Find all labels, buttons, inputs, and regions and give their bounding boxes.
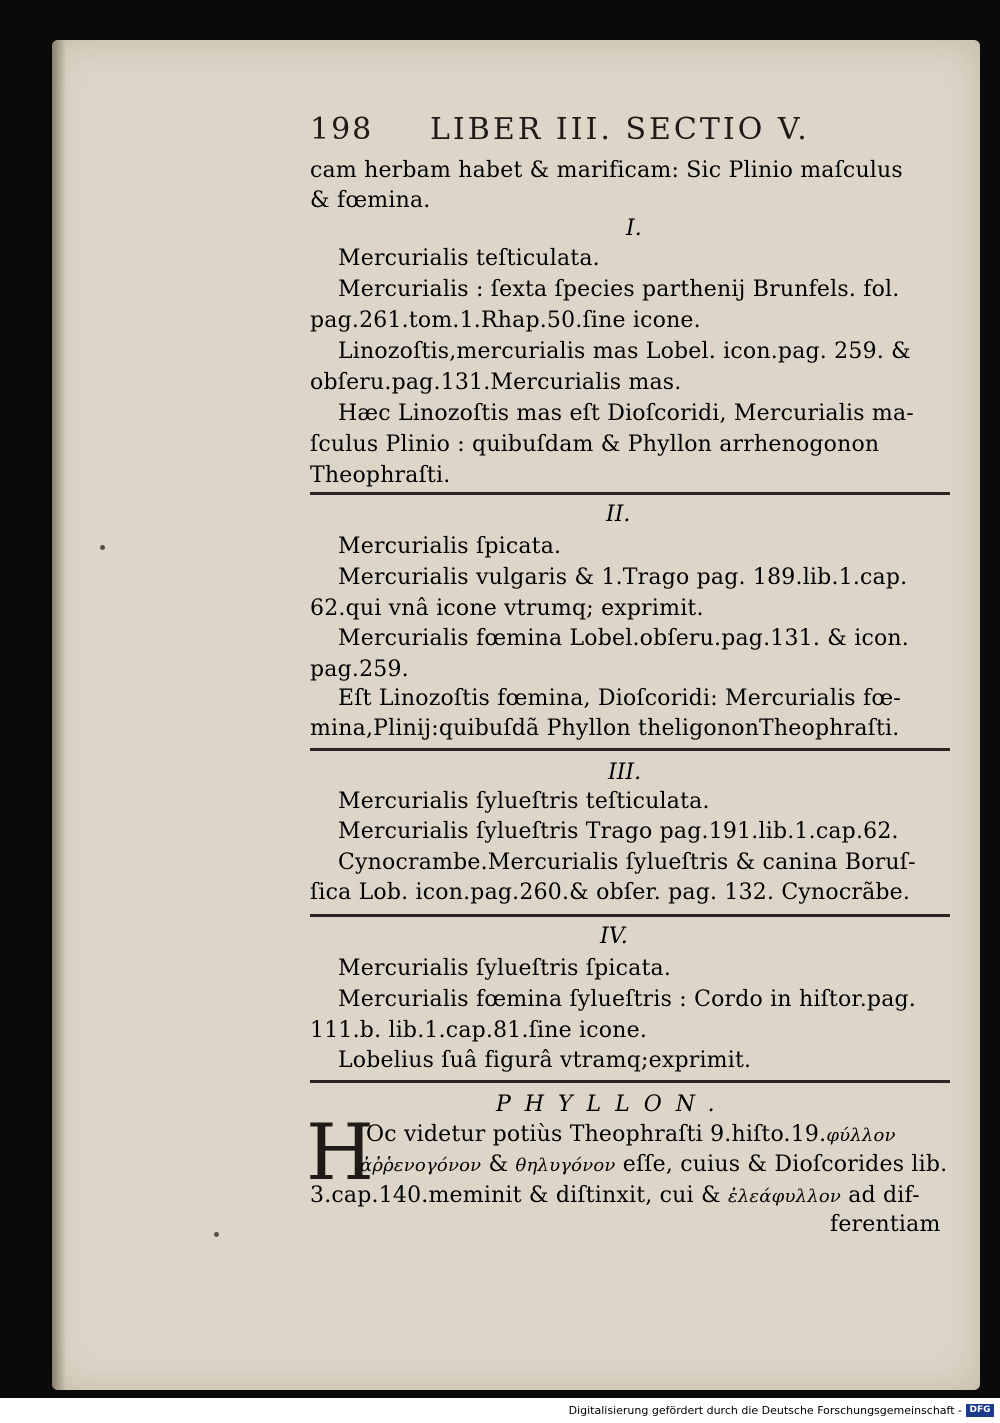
phyllon-line-3 xyxy=(310,1183,920,1208)
section-number: IV. xyxy=(600,924,628,949)
text-line: 62.qui vnâ icone vtrumq; exprimit. xyxy=(310,596,704,621)
section-rule xyxy=(310,1080,950,1083)
section-number: II. xyxy=(606,502,631,527)
text-line: & fœmina. xyxy=(310,188,431,213)
phyllon-line-1 xyxy=(366,1122,896,1147)
phyllon-line-3-text: 3.cap.140.meminit & diſtinxit, cui & xyxy=(310,1183,728,1208)
phyllon-title: PHYLLON. xyxy=(496,1092,729,1117)
footer-credit: Digitalisierung gefördert durch die Deutsche Forschungsgemeinschaft - xyxy=(0,1398,1000,1423)
section-number: III. xyxy=(608,760,642,785)
phyllon-line-1-text: Oc videtur potiùs Theophraſti 9.hiſto.19. xyxy=(366,1122,827,1147)
text-line: 111.b. lib.1.cap.81.ſine icone. xyxy=(310,1018,648,1043)
text-line: Mercurialis : ſexta ſpecies parthenij Brunfels. fol. xyxy=(338,277,900,302)
text-line: Mercurialis ſylueſtris ſpicata. xyxy=(338,956,672,981)
text-line: Mercurialis vulgaris & 1.Trago pag. 189.lib.1.cap. xyxy=(338,565,908,590)
running-head: LIBER III. SECTIO V. xyxy=(430,112,810,147)
text-line: ſica Lob. icon.pag.260.& obſer. pag. 132. Cynocrãbe. xyxy=(310,880,911,905)
phyllon-line-2-text: eſſe, cuius & Dioſcorides lib. xyxy=(615,1152,948,1177)
text-line: Mercurialis ſylueſtris teſticulata. xyxy=(338,789,710,814)
page-header xyxy=(310,112,950,147)
greek-word: φύλλον xyxy=(826,1125,896,1146)
paper-speck xyxy=(214,1232,219,1237)
text-line: cam herbam habet & marificam: Sic Plinio maſculus xyxy=(310,158,903,183)
text-line: Linozoſtis,mercurialis mas Lobel. icon.pag. 259. & xyxy=(338,339,911,364)
greek-word: ἀῤῥενογόνον xyxy=(360,1155,482,1176)
greek-word: ἐλεάφυλλον xyxy=(727,1186,841,1207)
section-rule xyxy=(310,914,950,917)
text-line: pag.261.tom.1.Rhap.50.ſine icone. xyxy=(310,308,701,333)
page-spine-shadow xyxy=(52,40,66,1390)
phyllon-line-3-rest: ad dif- xyxy=(841,1183,920,1208)
text-line: mina,Plinij:quibuſdã Phyllon theligononTheophraſti. xyxy=(310,716,900,741)
text-line: Theophraſti. xyxy=(310,463,451,488)
text-line: Lobelius ſuâ figurâ vtramq;exprimit. xyxy=(338,1048,752,1073)
text-line: Mercurialis teſticulata. xyxy=(338,246,600,271)
text-line: Mercurialis ſpicata. xyxy=(338,534,562,559)
section-rule xyxy=(310,748,950,751)
text-line: Cynocrambe.Mercurialis ſylueſtris & canina Boruſ- xyxy=(338,850,916,875)
phyllon-line-2 xyxy=(360,1152,947,1177)
section-number: I. xyxy=(626,216,642,241)
paper-speck xyxy=(100,545,105,550)
text-line: pag.259. xyxy=(310,657,409,682)
text-line: Mercurialis fœmina ſylueſtris : Cordo in hiſtor.pag. xyxy=(338,987,916,1012)
page-number: 198 xyxy=(310,112,374,147)
section-rule xyxy=(310,492,950,495)
dfg-logo: DFG xyxy=(966,1404,994,1417)
text-line: ſculus Plinio : quibuſdam & Phyllon arrhenogonon xyxy=(310,432,880,457)
text-line: obſeru.pag.131.Mercurialis mas. xyxy=(310,370,682,395)
text-line: Mercurialis fœmina Lobel.obſeru.pag.131. & icon. xyxy=(338,626,909,651)
drop-cap: H xyxy=(306,1108,375,1198)
greek-word: θηλυγόνον xyxy=(515,1155,616,1176)
text-line: Hæc Linozoſtis mas eſt Dioſcoridi, Mercurialis ma- xyxy=(338,401,914,426)
text-line: Eſt Linozoſtis fœmina, Dioſcoridi: Mercurialis fœ- xyxy=(338,686,901,711)
phyllon-line-4: ferentiam xyxy=(830,1212,941,1237)
text-line: Mercurialis ſylueſtris Trago pag.191.lib.1.cap.62. xyxy=(338,819,899,844)
phyllon-connector: & xyxy=(481,1152,516,1177)
